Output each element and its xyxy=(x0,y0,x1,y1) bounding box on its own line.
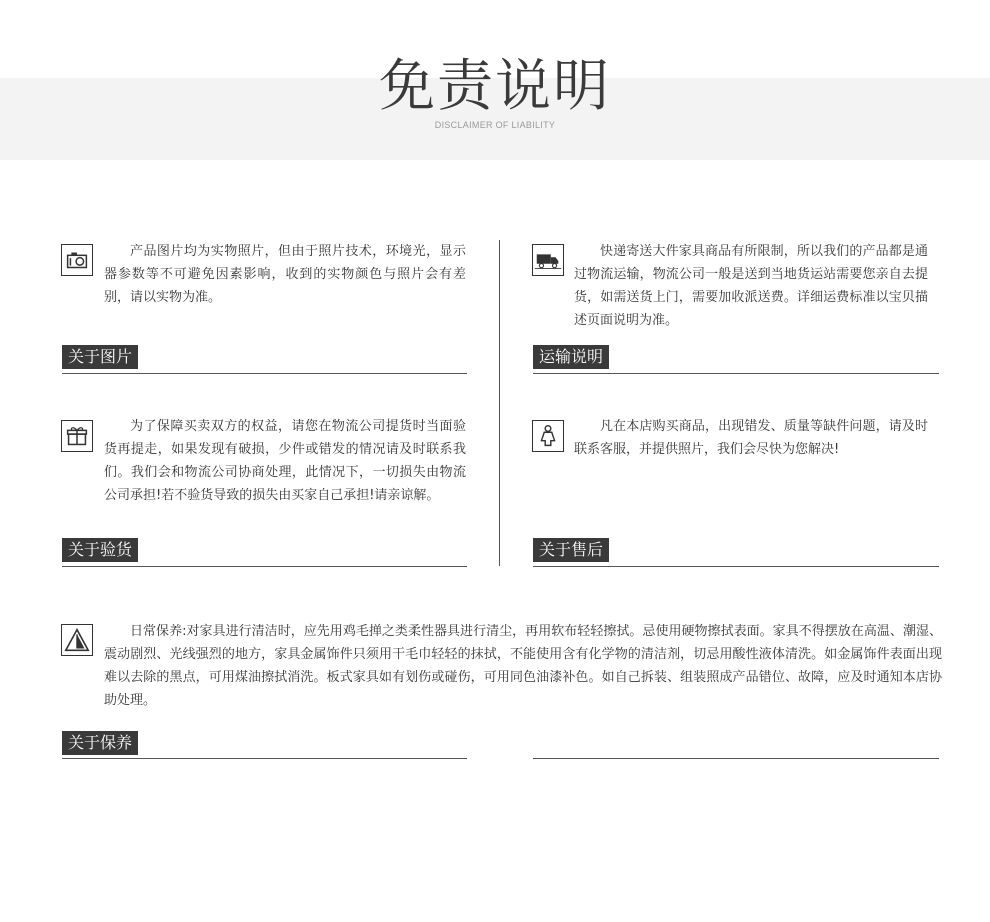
maintenance-text: 日常保养:对家具进行清洁时，应先用鸡毛掸之类柔性器具进行清尘，再用软布轻轻擦拭。忌使用硬物擦拭表面。家具不得摆放在高温、潮湿、震动剧烈、光线强烈的地方，家具金属饰件只须用干毛巾轻轻的抹拭，不能使用含有化学物的清洁剂，切忌用酸性液体清洗。如金属饰件表面出现难以去除的黑点，可用煤油擦拭消洗。板式家具如有划伤或碰伤，可用同色油漆补色。如自己拆装、组装照成产品错位、故障，应及时通知本店协助处理。 xyxy=(104,624,942,708)
inspection-text: 为了保障买卖双方的权益，请您在物流公司提货时当面验货再提走，如果发现有破损，少件或错发的情况请及时联系我们。我们会和物流公司协商处理，此情况下，一切损失由物流公司承担!若不验货导致的损失由买家自己承担!请亲谅解。 xyxy=(104,419,466,503)
shipping-text: 快递寄送大件家具商品有所限制，所以我们的产品都是通过物流运输，物流公司一般是送到当地货运站需要您亲自去提货，如需送货上门，需要加收派送费。详细运费标准以宝贝描述页面说明为准。 xyxy=(574,244,928,328)
person-icon xyxy=(532,420,564,452)
page-subtitle: DISCLAIMER OF LIABILITY xyxy=(434,120,556,130)
after-sales-underline xyxy=(533,566,939,567)
after-sales-text: 凡在本店购买商品，出现错发、质量等缺件问题，请及时联系客服，并提供照片，我们会尽快为您解决! xyxy=(574,419,928,457)
warning-triangle-icon xyxy=(61,624,93,656)
pictures-text: 产品图片均为实物照片，但由于照片技术，环境光，显示器参数等不可避免因素影响，收到的实物颜色与照片会有差别，请以实物为准。 xyxy=(104,244,466,305)
inspection-underline xyxy=(62,566,467,567)
column-divider xyxy=(499,240,500,566)
shipping-label: 运输说明 xyxy=(533,345,609,369)
gift-icon xyxy=(61,420,93,452)
camera-icon xyxy=(61,244,93,276)
inspection-label: 关于验货 xyxy=(62,538,138,562)
after-sales-label: 关于售后 xyxy=(533,538,609,562)
pictures-label: 关于图片 xyxy=(62,345,138,369)
shipping-underline xyxy=(533,373,939,374)
maintenance-label: 关于保养 xyxy=(62,731,138,755)
page-title: 免责说明 xyxy=(379,54,611,119)
maintenance-underline xyxy=(62,758,467,759)
right-underline xyxy=(533,758,939,759)
pictures-underline xyxy=(62,373,467,374)
truck-icon xyxy=(532,244,564,276)
